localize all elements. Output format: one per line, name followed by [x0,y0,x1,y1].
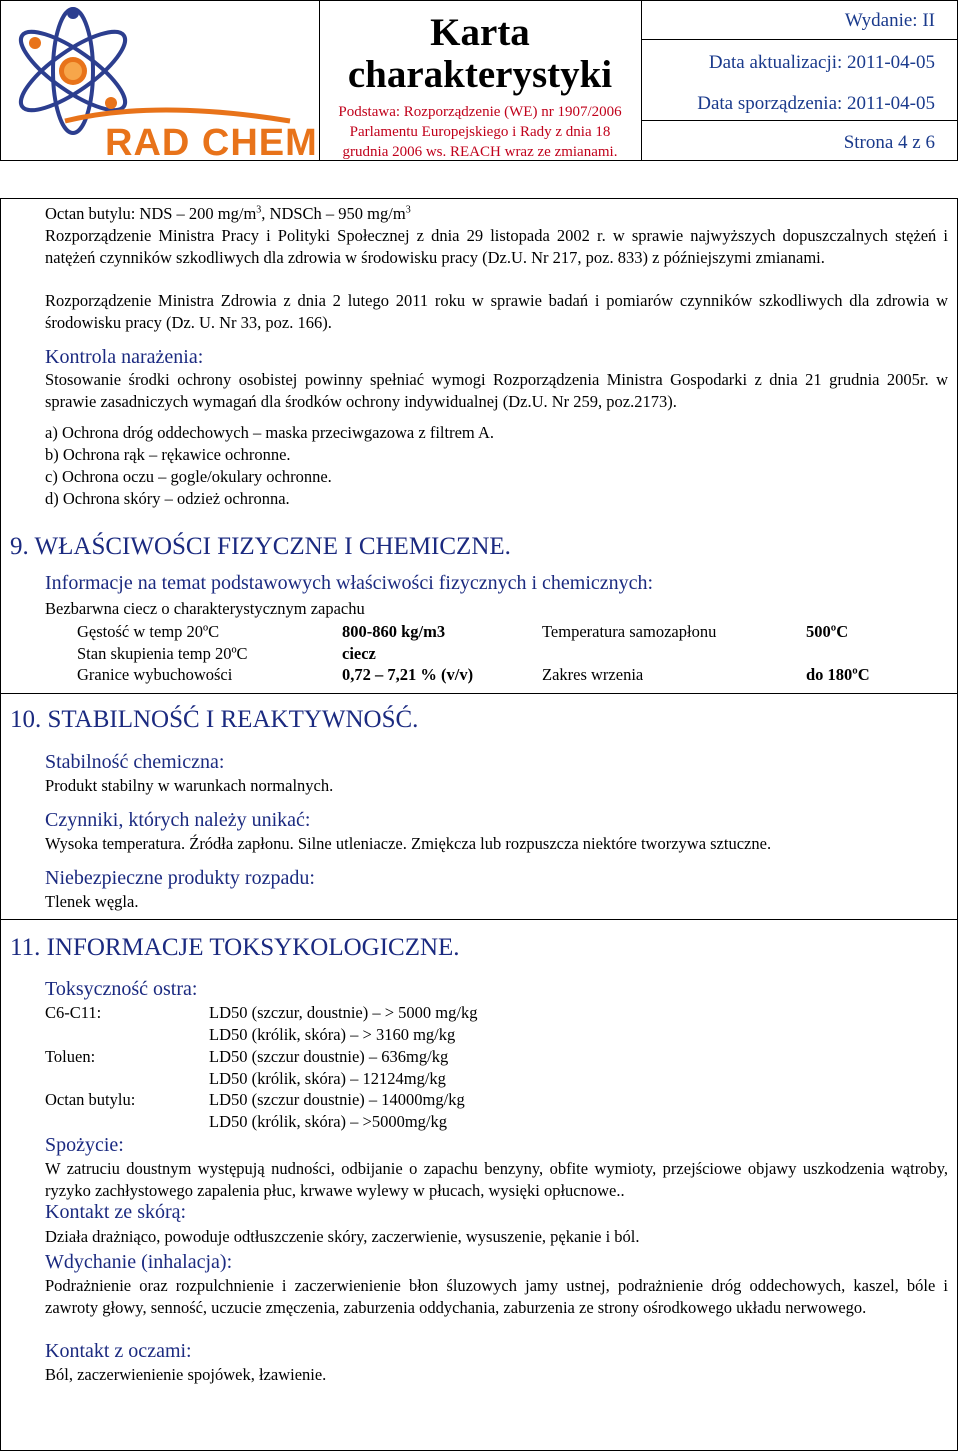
substance-name: Toluen: [45,1047,96,1066]
section-divider [0,693,958,694]
section-text: Podrażnienie oraz rozpulchnienie i zaczerwienienie błon śluzowych jamy ustnej, podrażnienie dróg oddechowych, kaszel, bóle i zawroty głowy, senność, uczucie zmęczenia, zaburzenia oddychania, zaburzenia ze strony ośrodkowego układu nerwowego. [45,1276,948,1317]
protection-item: d) Ochrona skóry – odzież ochronna. [45,489,290,508]
regulation-paragraph: Rozporządzenie Ministra Zdrowia z dnia 2 lutego 2011 roku w sprawie badań i pomiarów czynników szkodliwych dla zdrowia w środowisku pracy (Dz. U. Nr 33, poz. 166). [45,291,948,332]
substance-name: C6-C11: [45,1003,102,1022]
regulation-basis: Podstawa: Rozporządzenie (WE) nr 1907/2006 [338,104,622,120]
creation-date: Data sporządzenia: 2011-04-05 [697,93,935,114]
atom-logo-icon [5,3,315,159]
document-title: Karta [430,11,530,54]
section-text: Działa drażniąco, powoduje odtłuszczenie skóry, zaczerwienie, wysuszenie, pękanie i ból. [45,1227,640,1246]
property-label: Gęstość w temp 20ºC [77,622,220,641]
edition-label: Wydanie: II [844,10,935,31]
property-label: Granice wybuchowości [77,665,233,684]
property-label: Temperatura samozapłonu [542,622,717,641]
property-value: 500ºC [806,622,849,641]
section-text: Wysoka temperatura. Źródła zapłonu. Silne utleniacze. Zmiękcza lub rozpuszcza niektóre tworzywa sztuczne. [45,834,772,853]
toxicity-value: LD50 (królik, skóra) – > 3160 mg/kg [209,1025,456,1044]
property-description: Bezbarwna ciecz o charakterystycznym zapachu [45,599,365,618]
protection-item: c) Ochrona oczu – gogle/okulary ochronne. [45,467,332,486]
subsection-heading: Czynniki, których należy unikać: [45,809,311,831]
section-text: Ból, zaczerwienienie spojówek, łzawienie. [45,1365,327,1384]
property-value: ciecz [342,644,376,663]
document-header [0,0,958,161]
control-heading: Kontrola narażenia: [45,346,204,368]
page-number: Strona 4 z 6 [843,132,935,153]
subsection-heading: Spożycie: [45,1134,124,1156]
section-text: Tlenek węgla. [45,892,139,911]
section-text: W zatruciu doustnym występują nudności, odbijanie o zapachu benzyny, obfite wymioty, przejściowe objawy uszkodzenia wątroby, ryzyko zachłystowego zapalenia płuc, krwawe wylewy w płucach, wysięki opłucnowe.. [45,1159,948,1200]
regulation-paragraph: Rozporządzenie Ministra Pracy i Polityki Społecznej z dnia 29 listopada 2002 r. w sprawie najwyższych dopuszczalnych stężeń i natężeń czynników szkodliwych dla zdrowia w środowisku pracy (Dz.U. Nr 217, poz. 833) z późniejszymi zmianami. [45,226,948,267]
company-logo [5,3,315,159]
exposure-limit: Octan butylu: NDS – 200 $mg/m^3$, NDSCh – 950 $mg/m^3$ [45,204,411,223]
subsection-heading: Kontakt z oczami: [45,1340,192,1362]
regulation-basis: Parlamentu Europejskiego i Rady z dnia 18 [349,124,611,140]
section-text: Produkt stabilny w warunkach normalnych. [45,776,334,795]
header-divider [641,39,958,40]
subsection-heading: Niebezpieczne produkty rozpadu: [45,867,315,889]
property-value: do 180ºC [806,665,870,684]
subsection-heading: Kontakt ze skórą: [45,1201,187,1223]
subsection-heading: Toksyczność ostra: [45,978,198,1000]
section-title: 9. WŁAŚCIWOŚCI FIZYCZNE I CHEMICZNE. [10,533,511,560]
section-title: 11. INFORMACJE TOKSYKOLOGICZNE. [10,934,460,961]
property-value: 800-860 kg/m3 [342,622,446,641]
update-date: Data aktualizacji: 2011-04-05 [708,52,935,73]
header-divider [641,1,642,160]
regulation-basis: grudnia 2006 ws. REACH wraz ze zmianami. [342,144,618,160]
section-divider [0,919,958,920]
subsection-heading: Informacje na temat podstawowych właściwości fizycznych i chemicznych: [45,572,654,594]
section-title: 10. STABILNOŚĆ I REAKTYWNOŚĆ. [10,706,419,733]
property-label: Stan skupienia temp 20ºC [77,644,248,663]
toxicity-value: LD50 (szczur, doustnie) – > 5000 mg/kg [209,1003,478,1022]
logo-wordmark: RAD CHEM [105,122,315,159]
protection-item: a) Ochrona dróg oddechowych – maska przeciwgazowa z filtrem A. [45,423,494,442]
substance-name: Octan butylu: [45,1090,136,1109]
property-label: Zakres wrzenia [542,665,644,684]
toxicity-value: LD50 (królik, skóra) – 12124mg/kg [209,1069,446,1088]
control-text: Stosowanie środki ochrony osobistej powinny spełniać wymogi Rozporządzenia Ministra Gospodarki z dnia 21 grudnia 2005r. w sprawie zasadniczych wymagań dla środków ochrony indywidualnej (Dz.U. Nr 259, poz.2173). [45,370,948,411]
header-divider [641,120,958,121]
toxicity-value: LD50 (szczur doustnie) – 636mg/kg [209,1047,449,1066]
subsection-heading: Wdychanie (inhalacja): [45,1251,233,1273]
property-value: 0,72 – 7,21 % (v/v) [342,665,474,684]
toxicity-value: LD50 (królik, skóra) – >5000mg/kg [209,1112,447,1131]
toxicity-value: LD50 (szczur doustnie) – 14000mg/kg [209,1090,465,1109]
subsection-heading: Stabilność chemiczna: [45,751,225,773]
document-title-line2: charakterystyki [347,53,613,96]
protection-item: b) Ochrona rąk – rękawice ochronne. [45,445,291,464]
